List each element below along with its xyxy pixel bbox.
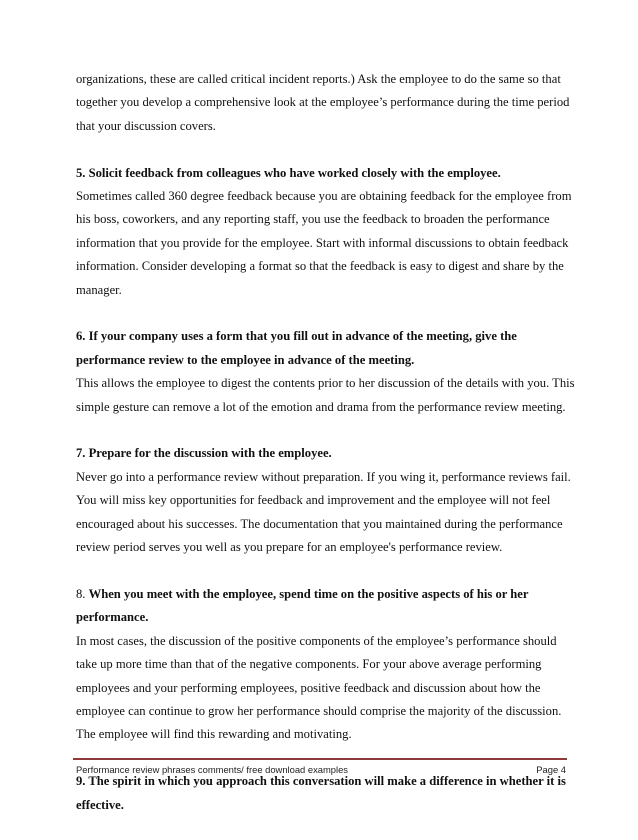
section-9	[76, 770, 576, 817]
section-7	[76, 442, 576, 559]
footer-title: Performance review phrases comments/ free download examples	[76, 764, 348, 775]
section-9-heading: 9. The spirit in which you approach this conversation will make a difference in whether it is effective.	[76, 774, 566, 812]
section-6	[76, 325, 576, 419]
section-5	[76, 162, 576, 302]
intro-paragraph: organizations, these are called critical incident reports.) Ask the employee to do the same so that together you develop a comprehensive look at the employee’s performance during the time period that your discussion covers.	[76, 72, 570, 133]
section-6-body: This allows the employee to digest the contents prior to her discussion of the details with you. This simple gesture can remove a lot of the emotion and drama from the performance review meeting.	[76, 376, 575, 414]
section-8	[76, 583, 576, 747]
section-8-number: 8.	[76, 586, 86, 601]
section-8-body: In most cases, the discussion of the positive components of the employee’s performance should take up more time than that of the negative components. For your above average performing employees and your performing employees, positive feedback and discussion about how the employee can continue to grow her performance should comprise the majority of the discussion. The employee will find this rewarding and motivating.	[76, 633, 562, 742]
page-number: Page 4	[536, 764, 566, 775]
section-7-body: Never go into a performance review without preparation. If you wing it, performance reviews fail. You will miss key opportunities for feedback and improvement and the employee will not feel encouraged about his successes. The documentation that you maintained during the performance review period serves you well as you prepare for an employee's performance review.	[76, 469, 571, 555]
document-body	[76, 68, 576, 840]
footer-divider	[73, 758, 567, 760]
section-7-heading: 7. Prepare for the discussion with the employee.	[76, 446, 332, 461]
section-6-heading: 6. If your company uses a form that you fill out in advance of the meeting, give the performance review to the employee in advance of the meeting.	[76, 329, 517, 367]
section-5-body: Sometimes called 360 degree feedback because you are obtaining feedback for the employee from his boss, coworkers, and any reporting staff, you use the feedback to broaden the performance information that you provide for the employee. Start with informal discussions to obtain feedback information. Consider developing a format so that the feedback is easy to digest and share by the manager.	[76, 189, 572, 297]
section-5-heading: 5. Solicit feedback from colleagues who have worked closely with the employee.	[76, 165, 501, 180]
section-8-heading: When you meet with the employee, spend time on the positive aspects of his or her performance.	[76, 586, 529, 625]
